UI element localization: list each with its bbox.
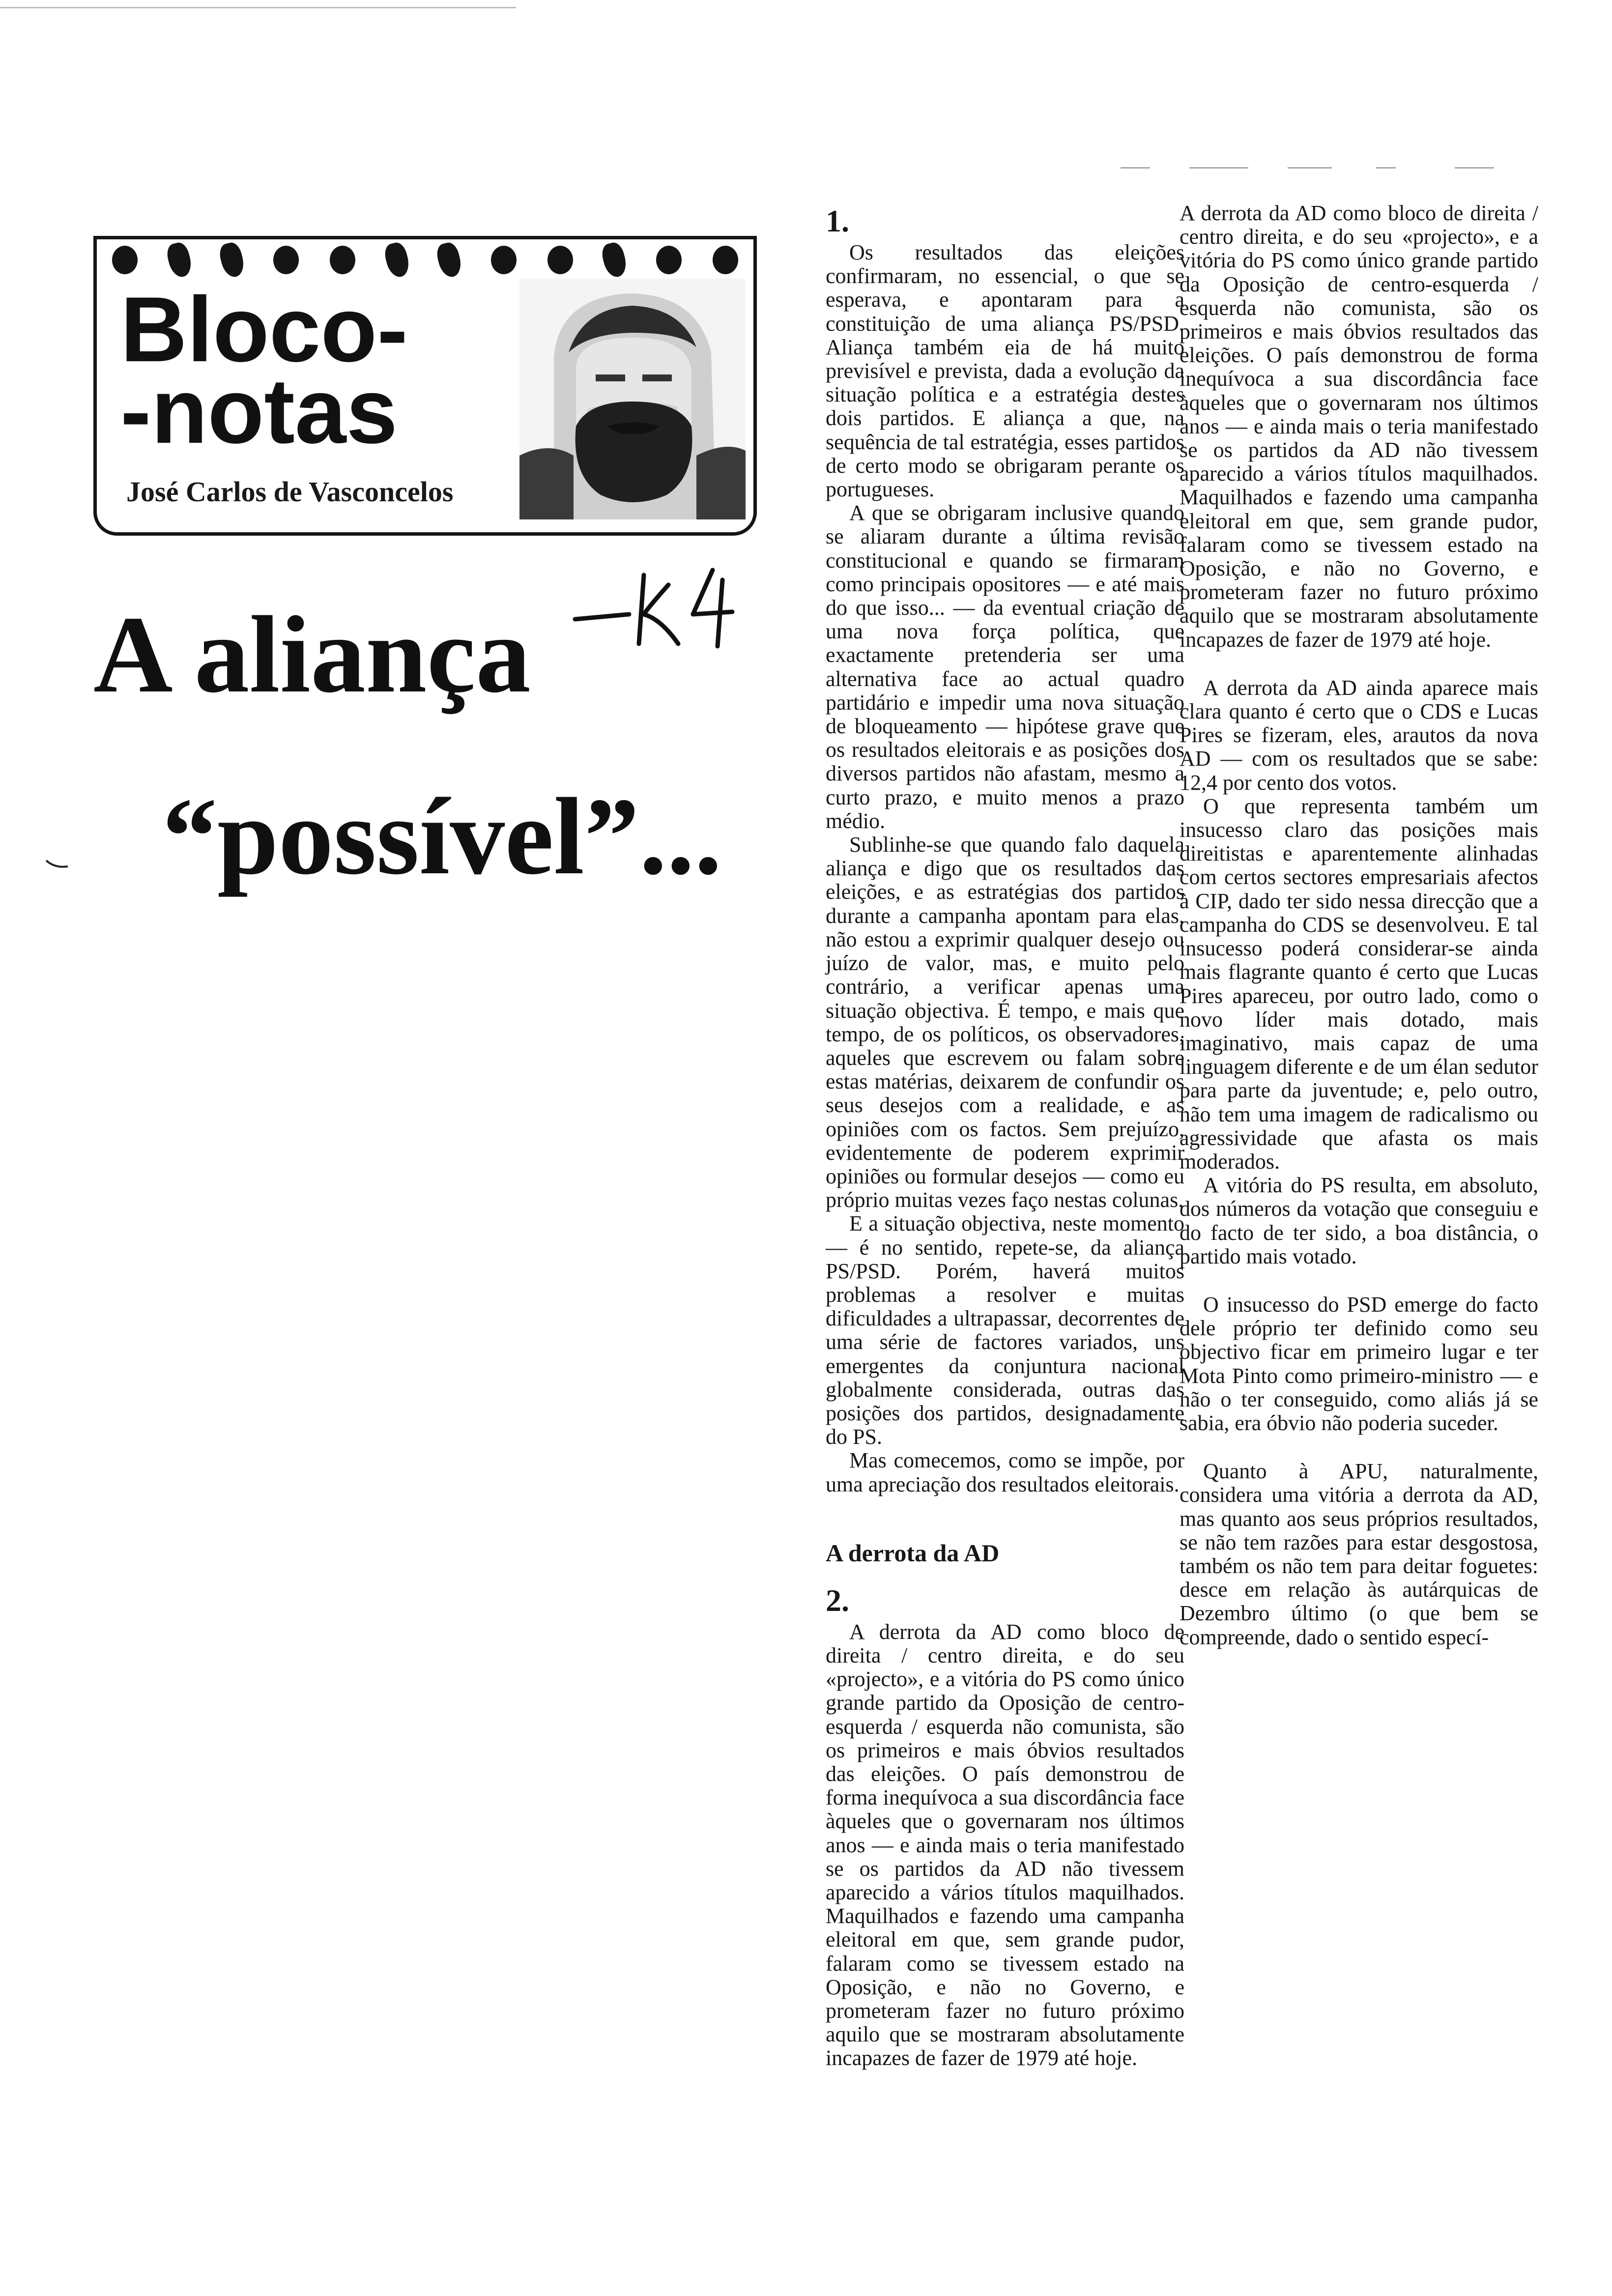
author-byline: José Carlos de Vasconcelos: [126, 476, 454, 508]
paragraph: Os resultados das eleições confirmaram, no essencial, o que se esperava, e apontaram para a constituição de uma aliança PS/PSD. Aliança também eia de há muito previsível e prevista, dada a evolução da situação política e a estratégia destes dois partidos. E aliança a que, na sequência de tal estratégia, esses partidos de certo modo se obrigaram perante os portugueses.: [826, 240, 1184, 502]
scan-speck: [1189, 167, 1248, 169]
section-subheading: A derrota da AD: [826, 1539, 1000, 1567]
article-column-1: [826, 201, 1184, 2070]
paragraph: A derrota da AD como bloco de direita / centro direita, e do seu «projecto», e a vitória do PS como único grande partido da Oposição de centro-esquerda / esquerda não comunista, são os primeiros e mais óbvios resultados das eleições. O país demonstrou de forma inequívoca a sua discordância face àqueles que o governaram nos últimos anos — e ainda mais o teria manifestado se os partidos da AD não tivessem aparecido a vários títulos maquilhados. Maquilhados e fazendo uma campanha eleitoral em que, sem grande pudor, falaram como se tivessem estado na Oposição, e não no Governo, e prometeram fazer no futuro próximo aquilo que se mostraram absolutamente incapazes de fazer de 1979 até hoje.: [1180, 201, 1538, 652]
scan-speck: [1376, 167, 1396, 169]
dot: [491, 246, 517, 274]
paragraph: O que representa também um insucesso claro das posições mais direitistas e aparentemente alinhadas com certos sectores empresariais afectos à CIP, dado ter sido nessa direcção que a campanha do CDS se desenvolveu. E tal insucesso poderá considerar-se ainda mais flagrante quanto é certo que Lucas Pires apareceu, por outro lado, como o novo líder mais dotado, mais imaginativo, mais capaz de uma linguagem diferente e de um élan sedutor para parte da juventude; e, pelo outro, não tem uma imagem de radicalismo ou agressividade que afasta os mais moderados.: [1180, 794, 1538, 1174]
column-title-line-2: -notas: [120, 359, 398, 462]
spacer: [1180, 1435, 1538, 1460]
handwritten-mark: [570, 560, 747, 649]
spacer: [826, 1570, 1184, 1581]
headline-line-1: A aliança: [93, 594, 531, 716]
dot: [382, 241, 412, 280]
scan-speck: [1455, 167, 1494, 169]
scan-speck: [1288, 167, 1332, 169]
decorative-dot-border: [97, 235, 753, 285]
dot: [600, 241, 629, 280]
margin-mark: [45, 858, 69, 869]
paragraph: A derrota da AD como bloco de direita / centro direita, e do seu «projecto», e a vitória do PS como único grande partido da Oposição de centro-esquerda / esquerda não comunista, são os primeiros e mais óbvios resultados das eleições. O país demonstrou de forma inequívoca a sua discordância face àqueles que o governaram nos últimos anos — e ainda mais o teria manifestado se os partidos da AD não tivessem aparecido a vários títulos maquilhados. Maquilhados e fazendo uma campanha eleitoral em que, sem grande pudor, falaram como se tivessem estado na Oposição, e não no Governo, e prometeram fazer no futuro próximo aquilo que se mostraram absolutamente incapazes de fazer de 1979 até hoje.: [826, 1619, 1184, 2070]
spacer: [1180, 1268, 1538, 1293]
section-number: 1.: [826, 203, 849, 238]
dot: [713, 246, 738, 274]
dot: [273, 246, 299, 274]
column-title-line-1: Bloco-: [120, 278, 408, 381]
spacer: [826, 1496, 1184, 1536]
paragraph: A derrota da AD ainda aparece mais clara quanto é certo que o CDS e Lucas Pires se fizeram, eles, arautos da nova AD — com os resultados que se sabe: 12,4 por cento dos votos.: [1180, 675, 1538, 795]
dot: [547, 246, 573, 274]
dot: [217, 241, 247, 280]
paragraph: A que se obrigaram inclusive quando se aliaram durante a última revisão constitucional e quando se firmaram como principais opositores — e até mais do que isso... — da eventual criação de uma nova força política, que exactamente pretenderia ser uma alternativa face ao actual quadro partidário e impedir uma nova situação de bloqueamento — hipótese grave que os resultados eleitorais e as posições dos diversos partidos não afastam, mesmo a curto prazo, e muito menos a prazo médio.: [826, 501, 1184, 833]
section-number: 2.: [826, 1582, 849, 1618]
column-masthead: [93, 236, 757, 536]
headline-line-2: “possível”...: [162, 775, 722, 897]
dot: [165, 241, 194, 280]
scan-edge-line: [0, 7, 516, 8]
article-column-2: [1180, 201, 1538, 1649]
author-portrait: [519, 279, 746, 519]
dot: [656, 246, 682, 274]
scan-speck: [1121, 167, 1150, 169]
spacer: [1180, 652, 1538, 676]
paragraph: E a situação objectiva, neste momento — é no sentido, repete-se, da aliança PS/PSD. Porém, haverá muitos problemas a resolver e muitas dificuldades a ultrapassar, decorrentes de uma série de factores variados, uns emergentes da conjuntura nacional globalmente considerada, outras das posições dos partidos, designadamente do PS.: [826, 1211, 1184, 1449]
dot: [330, 246, 355, 274]
paragraph: A vitória do PS resulta, em absoluto, dos números da votação que conseguiu e do facto de ter sido, a boa distância, o partido mais votado.: [1180, 1173, 1538, 1268]
paragraph: Sublinhe-se que quando falo daquela aliança e digo que os resultados das eleições, e as estratégias dos partidos durante a campanha apontam para elas, não estou a exprimir qualquer desejo ou juízo de valor, mas, e muito pelo contrário, a verificar apenas uma situação objectiva. É tempo, e mais que tempo, de os políticos, os observadores, aqueles que escrevem ou falam sobre estas matérias, deixarem de confundir os seus desejos com a realidade, e as opiniões com os factos. Sem prejuízo, evidentemente de poderem exprimir opiniões ou formular desejos — como eu próprio muitas vezes faço nestas colunas.: [826, 832, 1184, 1212]
dot: [112, 246, 138, 274]
column-title: [120, 278, 408, 462]
paragraph: O insucesso do PSD emerge do facto dele próprio ter definido como seu objectivo ficar em primeiro lugar e ter Mota Pinto como primeiro-ministro — e não o ter conseguido, como aliás já se sabia, era óbvio não poderia suceder.: [1180, 1292, 1538, 1435]
paragraph: Mas comecemos, como se impõe, por uma apreciação dos resultados eleitorais.: [826, 1448, 1184, 1496]
paragraph: Quanto à APU, naturalmente, considera uma vitória a derrota da AD, mas quanto aos seus próprios resultados, se não tem razões para estar desgostosa, também os não tem para deitar foguetes: desce em relação às autárquicas de Dezembro último (o que bem se compreende, dado o sentido especí-: [1180, 1459, 1538, 1649]
dot: [434, 241, 464, 280]
